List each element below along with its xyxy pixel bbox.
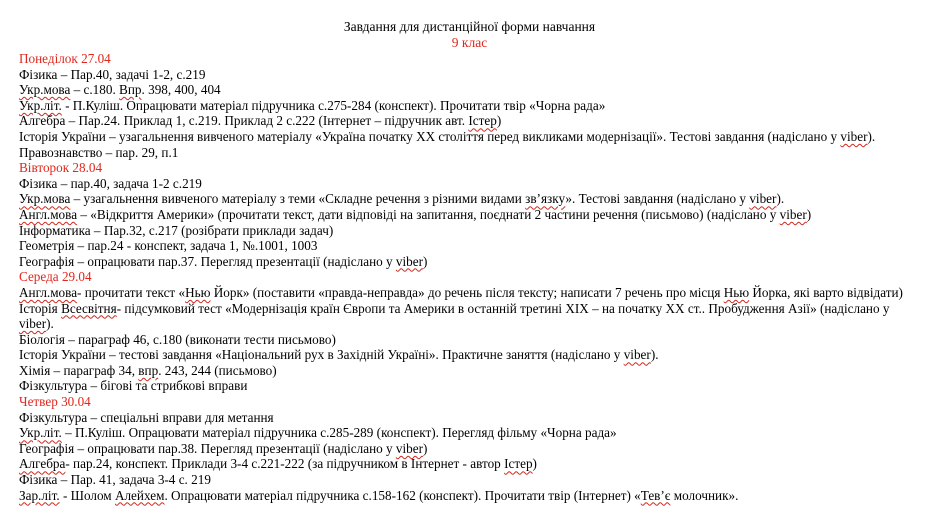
spellcheck-word: Укр.мова	[19, 82, 71, 98]
task-text: Географія – опрацювати пар.38. Перегляд презентації (надіслано у	[19, 440, 396, 456]
task-text: . 243, 244 (письмово)	[158, 362, 277, 378]
task-text: Йорка, які варто відвідати)	[749, 284, 903, 300]
task-line	[19, 98, 924, 114]
task-line	[19, 285, 924, 301]
task-text: )	[423, 253, 428, 269]
task-line	[19, 301, 924, 332]
task-text: . Опрацювати матеріал підручника с.158-162 (конспект). Прочитати твір (Інтернет) «	[164, 487, 641, 503]
task-text: ).	[650, 347, 659, 363]
task-text: Історія	[19, 300, 62, 316]
spellcheck-word: Зар.літ.	[19, 487, 60, 503]
task-text: Фізика – Пар.40, задачі 1-2, с.219	[19, 66, 206, 82]
spellcheck-word: Істер	[468, 113, 497, 129]
task-line	[19, 363, 924, 379]
task-text: Алгебра – Пар.24. Приклад 1, с.219. Приклад 2 с.222 (Інтернет – підручник авт.	[19, 113, 469, 129]
spellcheck-word: Укр.мова	[19, 191, 71, 207]
task-text: Інформатика – Пар.32, с.217 (розібрати приклади задач)	[19, 222, 334, 238]
task-text: Правознавство – пар. 29, п.1	[19, 144, 179, 160]
task-line	[19, 472, 924, 488]
document-title: Завдання для дистанційної форми навчання	[343, 19, 596, 34]
task-text: ).	[776, 191, 785, 207]
task-line	[19, 441, 924, 457]
task-text: - Шолом	[59, 487, 115, 503]
spellcheck-word: Істер	[504, 456, 533, 472]
spellcheck-word: viber	[779, 206, 807, 222]
task-text: )	[423, 440, 428, 456]
spellcheck-word: viber	[623, 347, 651, 363]
grade-label: 9 клас	[451, 35, 488, 50]
task-text: Біологія – параграф 46, с.180 (виконати тести письмово)	[19, 331, 336, 347]
task-line	[19, 113, 924, 129]
day-heading: Середа 29.04	[19, 269, 92, 285]
task-text: молочник».	[670, 487, 739, 503]
schedule-body	[19, 51, 924, 503]
task-text: ». Тестові завдання (надіслано у	[565, 191, 750, 207]
task-text: - підсумковий тест «Модернізація країн Європи та Америки в останній третині ХІХ – на початку ХХ ст.. Пробудження Азії» (надіслано у	[116, 300, 890, 316]
task-line	[19, 176, 924, 192]
task-line	[19, 456, 924, 472]
task-text: )	[532, 456, 537, 472]
task-text: - П.Куліш. Опрацювати матеріал підручника с.275-284 (конспект). Прочитати твір «Чорна рада»	[61, 97, 606, 113]
spellcheck-word: Нью	[185, 284, 211, 300]
spellcheck-word: viber	[749, 191, 777, 207]
task-text: )	[496, 113, 502, 129]
task-text: ).	[46, 316, 54, 332]
task-text: . 398, 400, 404	[141, 82, 221, 98]
spellcheck-word: впр	[138, 362, 159, 378]
task-text: ).	[867, 128, 876, 144]
task-text: – с.180.	[70, 82, 120, 98]
task-text: Історія України – узагальнення вивченого матеріалу «Україна початку ХХ століття перед викликами модернізації». Тестові завдання (надіслано у	[19, 128, 841, 144]
spellcheck-word: Алейхем	[114, 487, 165, 503]
task-line	[19, 129, 924, 145]
task-text: Хімія – параграф 34,	[19, 362, 139, 378]
task-line	[19, 145, 924, 161]
spellcheck-word: Тев’є	[640, 487, 671, 503]
task-text: Йорк» (поставити «правда-неправда» до речень після тексту; написати 7 речень про місця	[210, 284, 724, 300]
task-line	[19, 332, 924, 348]
task-line	[19, 425, 924, 441]
task-line	[19, 238, 924, 254]
task-text: – узагальнення вивченого матеріалу з теми «Складне речення з різними видами	[70, 191, 526, 207]
spellcheck-word: Укр.літ.	[19, 425, 62, 441]
spellcheck-word: Укр.літ.	[19, 97, 62, 113]
task-line	[19, 378, 924, 394]
task-text: Історія України – тестові завдання «Національний рух в Західній Україні». Практичне заняття (надіслано у	[19, 347, 624, 363]
task-line	[19, 488, 924, 504]
task-text: Фізика – Пар. 41, задача 3-4 с. 219	[19, 472, 211, 488]
spellcheck-word: Нью	[723, 284, 750, 300]
task-line	[19, 254, 924, 270]
task-text: Фізкультура – бігові та стрибкові вправи	[19, 378, 248, 394]
task-text: – П.Куліш. Опрацювати матеріал підручника с.285-289 (конспект). Перегляд фільму «Чорна рада»	[61, 425, 617, 441]
spellcheck-word: viber	[19, 316, 47, 332]
spellcheck-word: Всесвітня	[61, 300, 117, 316]
spellcheck-word: Впр	[119, 82, 142, 98]
spellcheck-word: Англ.мова	[19, 284, 78, 300]
day-heading: Понеділок 27.04	[19, 51, 111, 66]
spellcheck-word: зв’язку	[525, 191, 566, 207]
task-text: Фізика – пар.40, задача 1-2 с.219	[19, 175, 202, 191]
spellcheck-word: Алгебра	[19, 456, 66, 472]
day-heading: Вівторок 28.04	[19, 160, 103, 176]
task-text: Фізкультура – спеціальні вправи для метання	[19, 409, 274, 425]
task-line	[19, 67, 924, 83]
task-text: - пар.24, конспект. Приклади 3-4 с.221-222 (за підручником в Інтернет - автор	[65, 456, 505, 472]
spellcheck-word: viber	[840, 128, 868, 144]
task-text: – «Відкриття Америки» (прочитати текст, дати відповіді на запитання, поєднати 2 частини речення (письмово) (надіслано у	[77, 206, 780, 222]
task-text: Географія – опрацювати пар.37. Перегляд презентації (надіслано у	[19, 253, 396, 269]
task-line	[19, 347, 924, 363]
task-line	[19, 82, 924, 98]
spellcheck-word: viber	[395, 253, 424, 269]
spellcheck-word: Англ.мова	[19, 206, 78, 222]
task-text: - прочитати текст «	[77, 284, 186, 300]
task-text: )	[806, 206, 812, 222]
task-line	[19, 410, 924, 426]
task-line	[19, 191, 924, 207]
day-heading: Четвер 30.04	[19, 394, 91, 410]
task-text: Геометрія – пар.24 - конспект, задача 1, №.1001, 1003	[19, 238, 318, 254]
spellcheck-word: viber	[395, 440, 424, 456]
task-line	[19, 207, 924, 223]
task-line	[19, 223, 924, 239]
